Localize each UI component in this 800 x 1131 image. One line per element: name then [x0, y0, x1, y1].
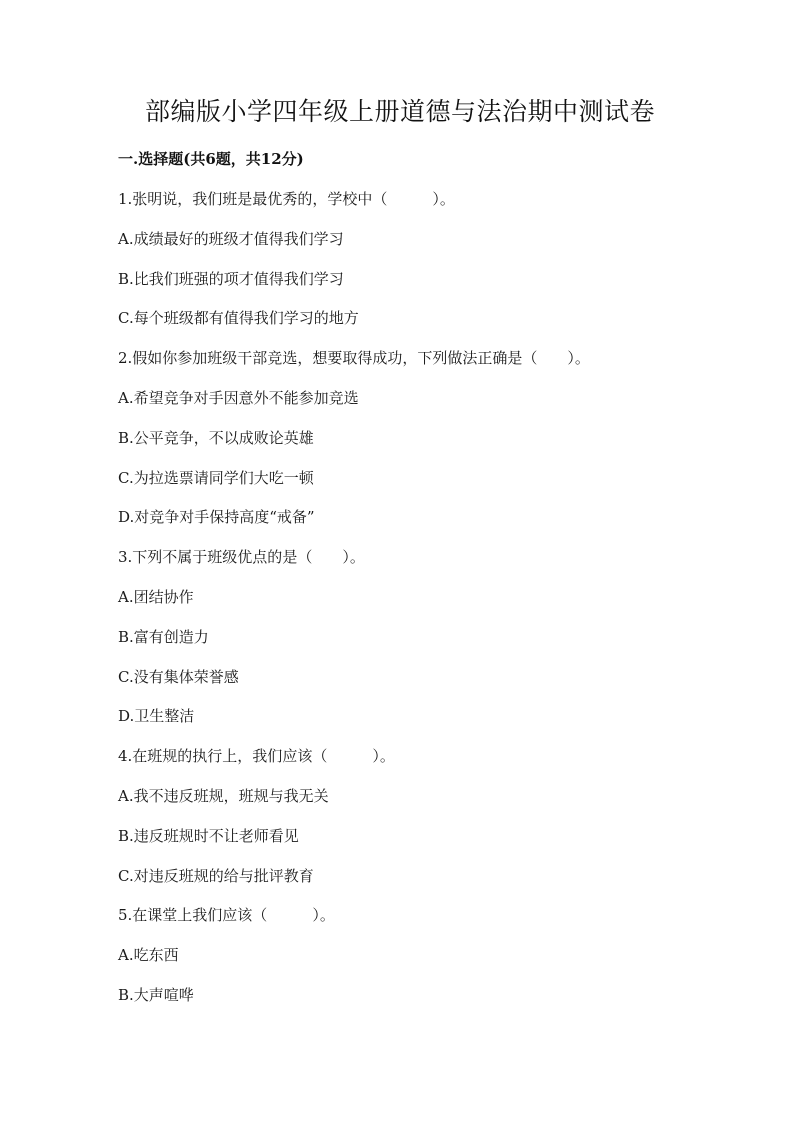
question-4: 4.在班规的执行上，我们应该（ ）。: [118, 747, 395, 766]
question-2-option-b: B.公平竞争，不以成败论英雄: [118, 428, 314, 447]
question-2-option-c: C.为拉选票请同学们大吃一顿: [118, 468, 314, 487]
question-4-option-a: A.我不违反班规，班规与我无关: [118, 786, 329, 805]
question-5-option-b: B.大声喧哗: [118, 985, 194, 1004]
question-3-option-b: B.富有创造力: [118, 627, 209, 646]
page-title: 部编版小学四年级上册道德与法治期中测试卷: [144, 97, 655, 126]
question-2-option-a: A.希望竞争对手因意外不能参加竞选: [118, 388, 359, 407]
question-4-option-b: B.违反班规时不让老师看见: [118, 826, 299, 845]
question-2: 2.假如你参加班级干部竞选，想要取得成功，下列做法正确是（ ）。: [118, 349, 590, 368]
question-3-option-a: A.团结协作: [118, 587, 194, 606]
question-5-option-a: A.吃东西: [118, 946, 179, 965]
question-list: [118, 187, 718, 1023]
question-3-option-d: D.卫生整洁: [118, 707, 195, 726]
question-1-option-b: B.比我们班强的项才值得我们学习: [118, 269, 344, 288]
question-5: 5.在课堂上我们应该（ ）。: [118, 906, 335, 925]
section-heading: 一.选择题(共6题，共12分): [118, 150, 304, 168]
question-1-option-c: C.每个班级都有值得我们学习的地方: [118, 309, 359, 328]
question-1: 1.张明说，我们班是最优秀的，学校中（ ）。: [118, 190, 455, 208]
question-3: 3.下列不属于班级优点的是（ ）。: [118, 548, 365, 567]
question-2-option-d: D.对竞争对手保持高度“戒备”: [118, 508, 315, 527]
question-3-option-c: C.没有集体荣誉感: [118, 667, 239, 686]
question-1-option-a: A.成绩最好的班级才值得我们学习: [118, 229, 344, 248]
question-4-option-c: C.对违反班规的给与批评教育: [118, 866, 314, 885]
